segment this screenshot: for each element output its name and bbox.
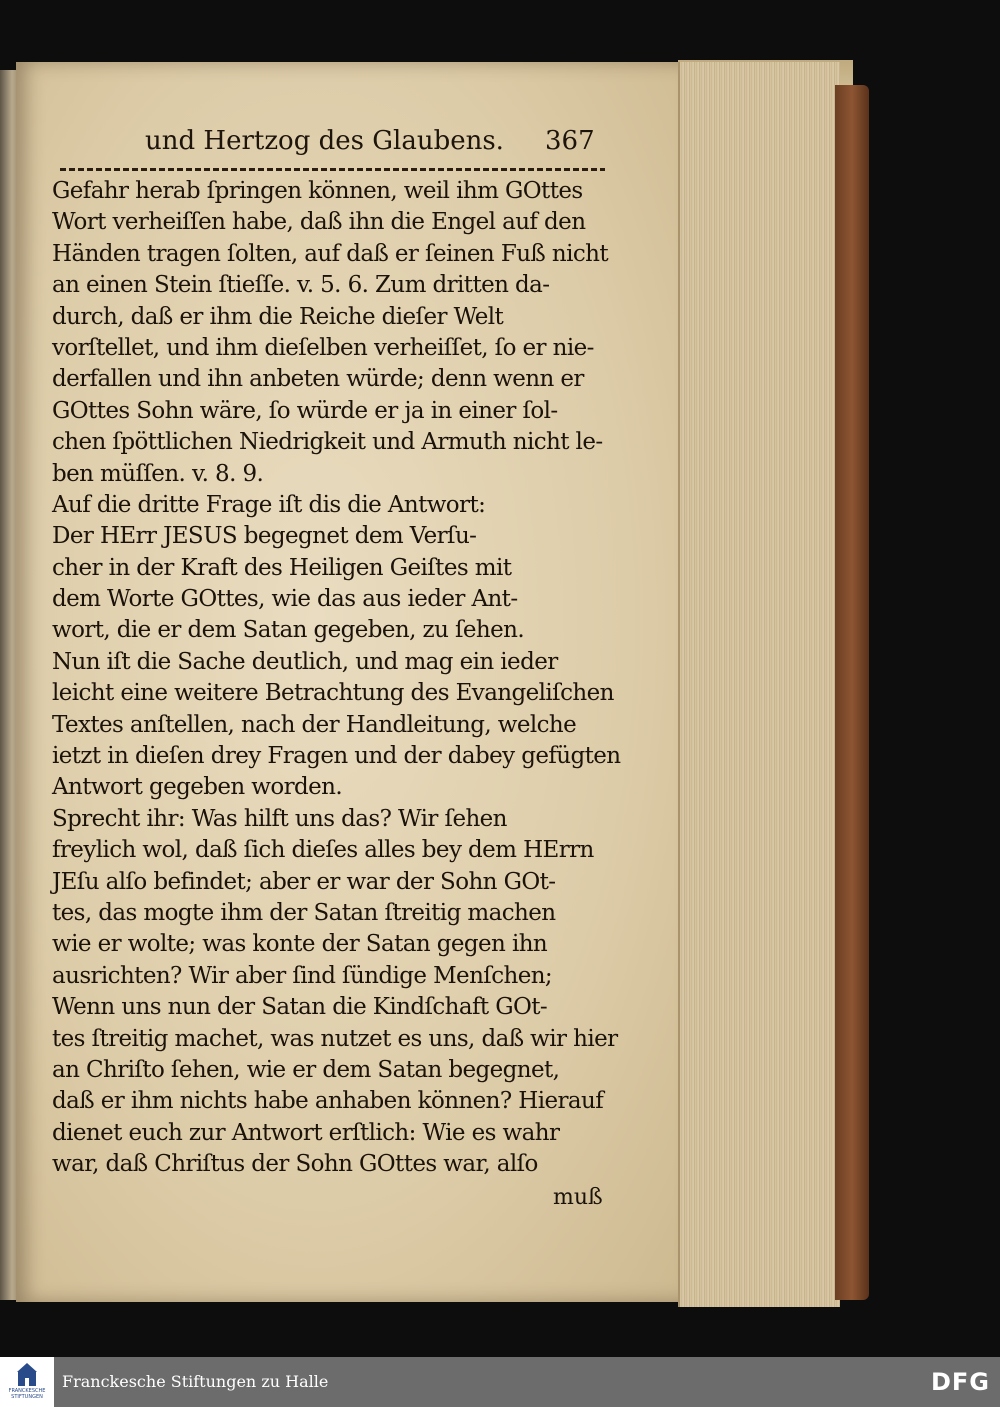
text-line: an Chriſto ſehen, wie er dem Satan begegnet, [52,1056,560,1083]
text-line: ausrichten? Wir aber ſind ſündige Menſchen; [52,962,553,989]
footer-bar [0,1357,1000,1407]
header-rule [60,168,605,171]
text-line: dienet euch zur Antwort erſtlich: Wie es wahr [52,1119,560,1146]
text-line: Nun iſt die Sache deutlich, und mag ein ieder [52,648,558,675]
catchword: muß [553,1185,603,1210]
text-line: tes, das mogte ihm der Satan ſtreitig machen [52,899,556,926]
book-cover [835,85,869,1300]
page-block-edges [678,62,840,1307]
building-icon [15,1362,39,1388]
text-line: Sprecht ihr: Was hilft uns das? Wir ſehen [52,805,507,832]
text-line: wort, die er dem Satan gegeben, zu ſehen. [52,617,525,644]
body-text [52,176,621,1181]
text-line: cher in der Kraft des Heiligen Geiſtes mit [52,554,512,581]
institution-logo[interactable] [0,1357,54,1407]
text-line: an einen Stein ſtieſſe. v. 5. 6. Zum dritten da- [52,272,550,299]
text-line: freylich wol, daß ſich dieſes alles bey dem HErrn [52,837,594,864]
text-line: tes ſtreitig machet, was nutzet es uns, daß wir hier [52,1025,618,1052]
text-line: Gefahr herab ſpringen können, weil ihm GOttes [52,178,583,204]
text-line: wie er wolte; was konte der Satan gegen ihn [52,931,548,958]
dfg-logo[interactable]: DFG [930,1368,990,1396]
text-line: leicht eine weitere Betrachtung des Evangeliſchen [52,680,614,707]
text-line: daß er ihm nichts habe anhaben können? Hierauf [52,1088,604,1115]
text-line: durch, daß er ihm die Reiche dieſer Welt [52,303,504,330]
page-number: 367 [545,126,595,156]
text-line: ietzt in dieſen drey Fragen und der dabey gefügten [52,743,621,770]
text-line: ben müſſen. v. 8. 9. [52,460,264,487]
text-line: war, daß Chriſtus der Sohn GOttes war, alſo [52,1151,538,1178]
text-line: chen ſpöttlichen Niedrigkeit und Armuth nicht le- [52,429,603,456]
running-head: und Hertzog des Glaubens. [145,126,504,156]
text-line: Der HErr JESUS begegnet dem Verſu- [52,523,477,550]
text-line: Auf die dritte Frage iſt dis die Antwort: [52,491,486,518]
institution-name[interactable]: Franckesche Stiftungen zu Halle [62,1372,329,1391]
text-line: Händen tragen ſolten, auf daß er ſeinen Fuß nicht [52,240,609,267]
text-line: JEſu alſo befindet; aber er war der Sohn GOt- [52,868,556,895]
text-line: Wenn uns nun der Satan die Kindſchaft GOt- [52,994,548,1021]
text-line: GOttes Sohn wäre, ſo würde er ja in einer ſol- [52,397,558,424]
text-line: Antwort gegeben worden. [52,774,343,801]
text-line: vorſtellet, und ihm dieſelben verheiſſet, ſo er nie- [52,334,594,361]
text-line: Wort verheiſſen habe, daß ihn die Engel auf den [52,209,586,236]
logo-caption: FRANCKESCHE STIFTUNGEN [8,1388,46,1400]
text-line: Textes anſtellen, nach der Handleitung, welche [52,711,577,738]
text-line: dem Worte GOttes, wie das aus ieder Ant- [52,586,518,613]
text-line: derfallen und ihn anbeten würde; denn wenn er [52,366,584,393]
